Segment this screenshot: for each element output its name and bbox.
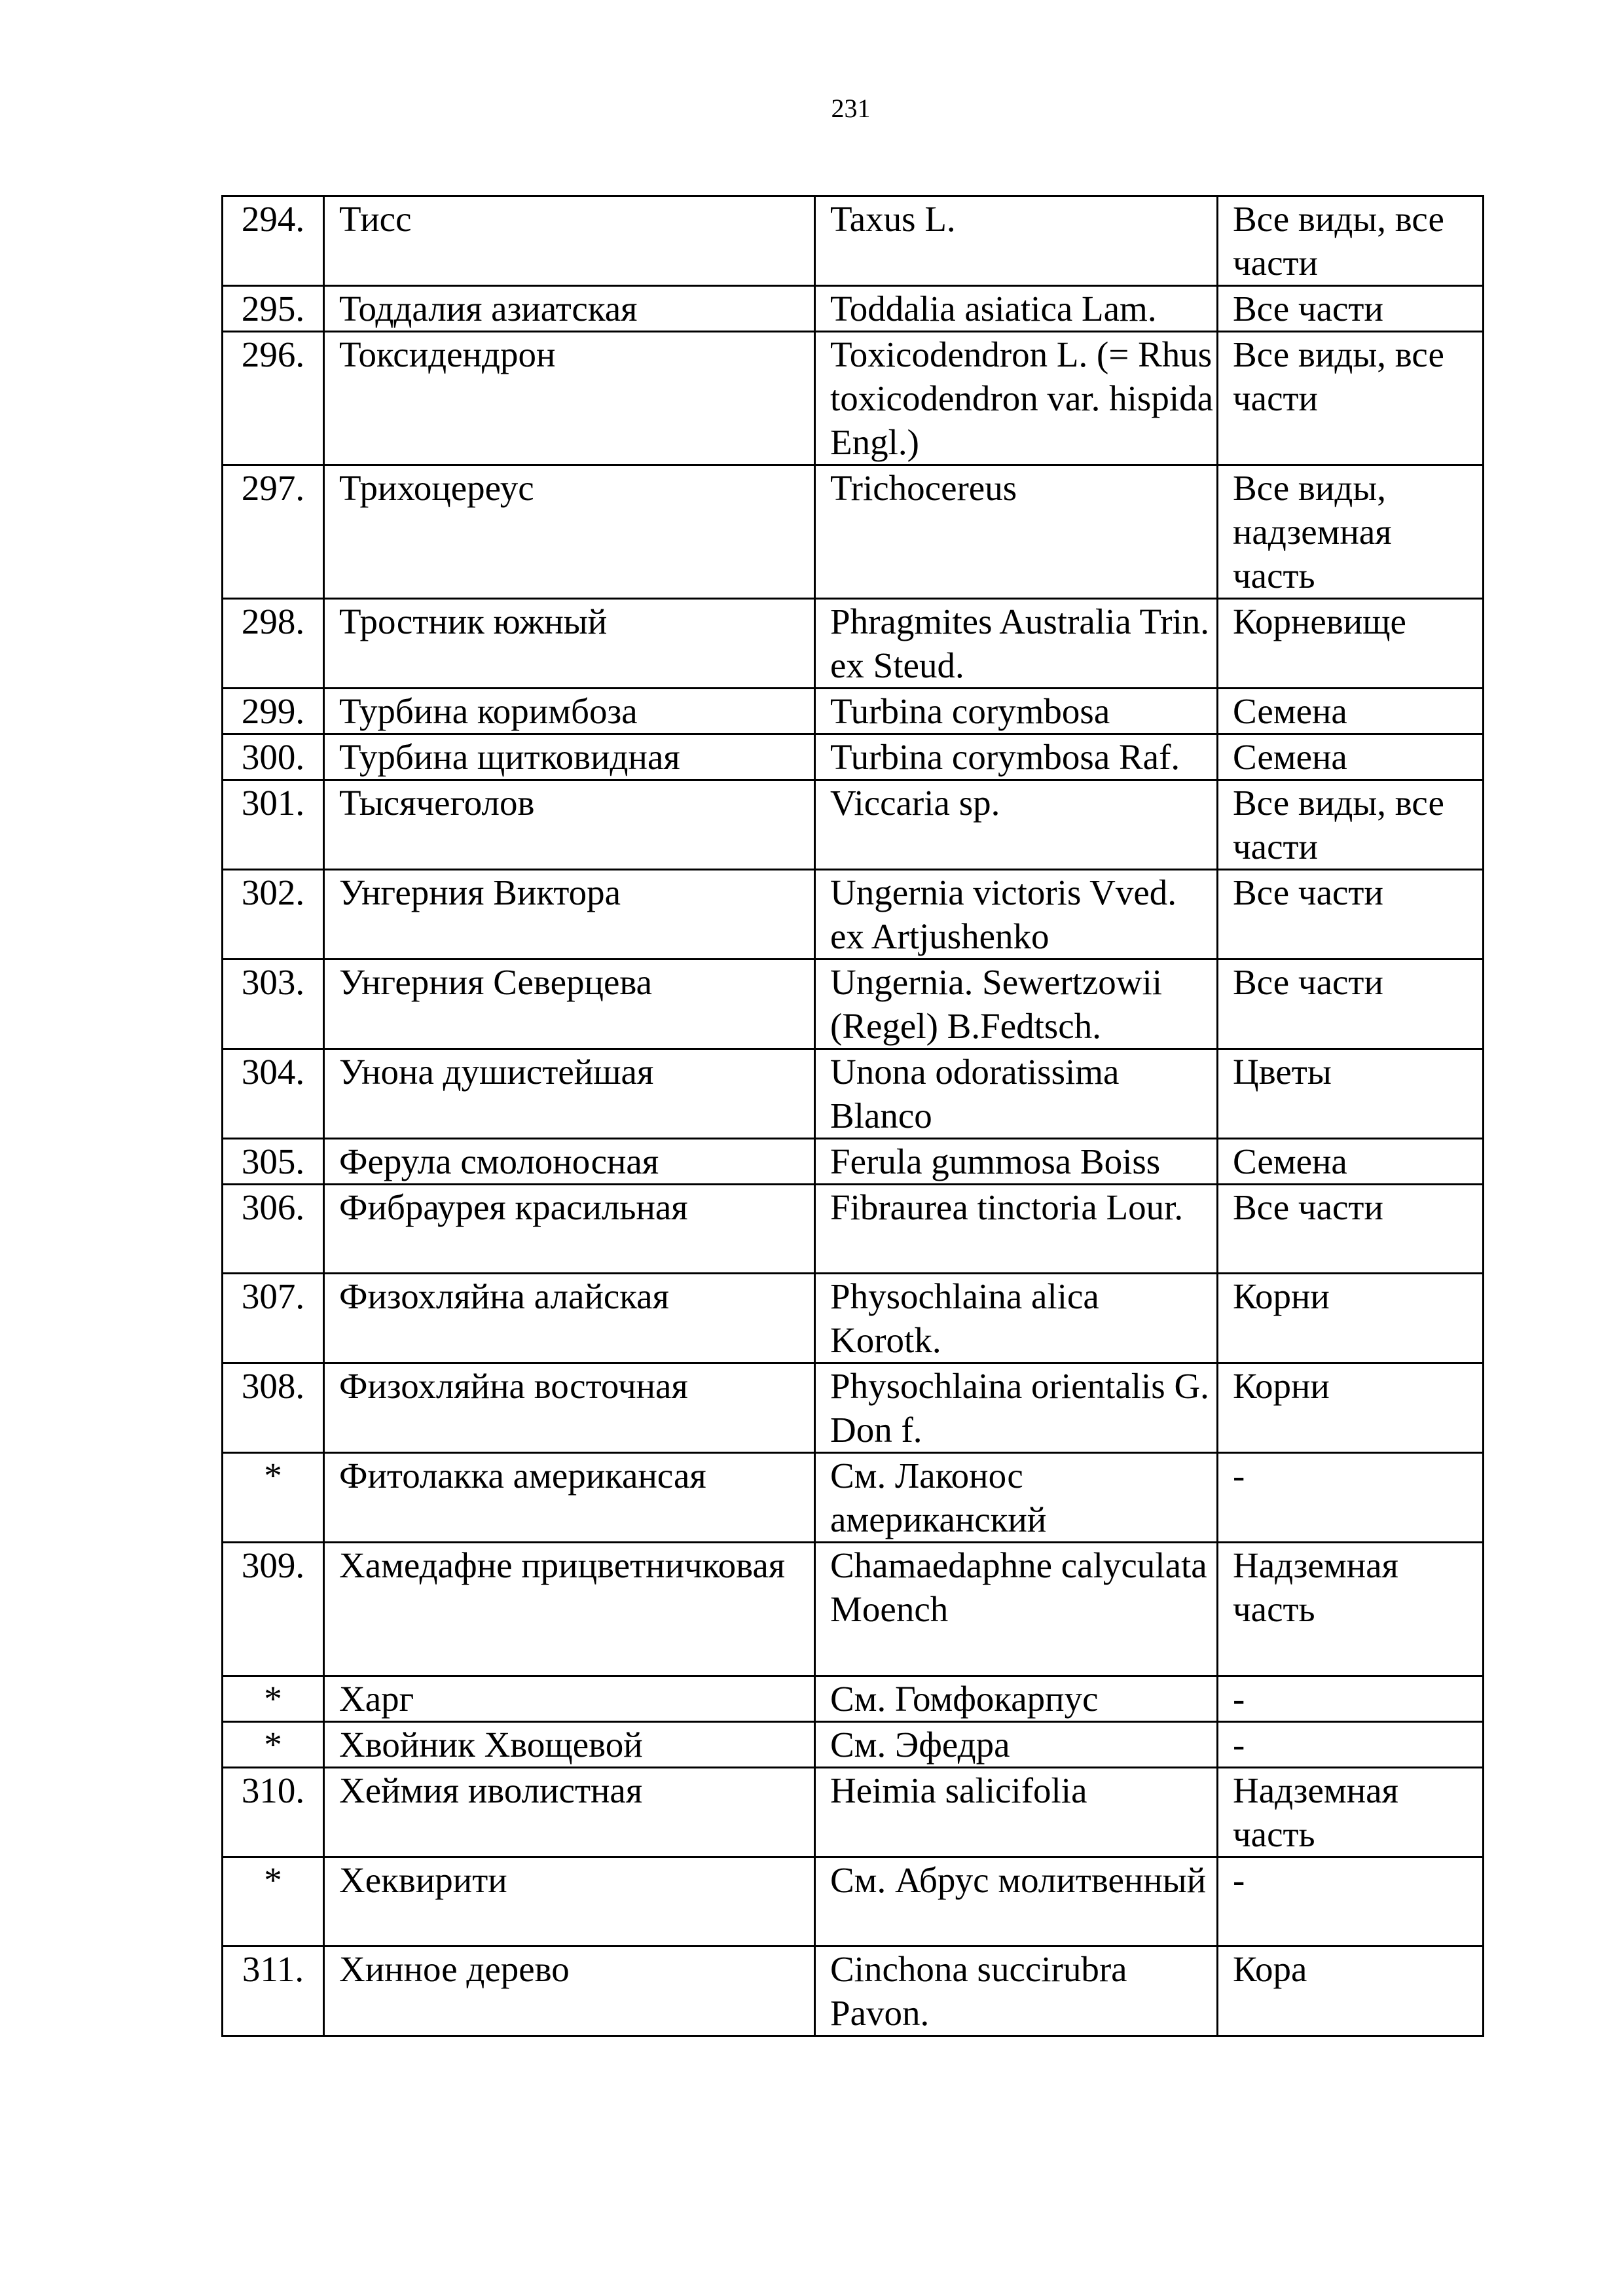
table-row	[223, 332, 1484, 465]
row-number: *	[223, 1453, 324, 1543]
plant-part: Семена	[1218, 1139, 1484, 1185]
latin-name: Taxus L.	[815, 196, 1218, 286]
table-row	[223, 286, 1484, 332]
plant-part: Все виды, надземная часть	[1218, 465, 1484, 599]
table-row	[223, 1722, 1484, 1768]
latin-name: Toddalia asiatica Lam.	[815, 286, 1218, 332]
table-row	[223, 1543, 1484, 1676]
row-number: 304.	[223, 1049, 324, 1139]
russian-name: Хинное дерево	[324, 1946, 815, 2036]
latin-name: Chamaedaphne calyculata Moench	[815, 1543, 1218, 1676]
plant-part: -	[1218, 1453, 1484, 1543]
plant-part: Корни	[1218, 1274, 1484, 1363]
row-number: 300.	[223, 734, 324, 780]
russian-name: Хамедафне прицветничковая	[324, 1543, 815, 1676]
table-row	[223, 870, 1484, 960]
table-row	[223, 1139, 1484, 1185]
plant-part: -	[1218, 1676, 1484, 1722]
russian-name: Турбина коримбоза	[324, 689, 815, 734]
latin-name: Phragmites Australia Trin. ex Steud.	[815, 599, 1218, 689]
russian-name: Физохляйна восточная	[324, 1363, 815, 1453]
latin-name: Physochlaina orientalis G. Don f.	[815, 1363, 1218, 1453]
plant-part: Корневище	[1218, 599, 1484, 689]
latin-name: Ungernia victoris Vved. ex Artjushenko	[815, 870, 1218, 960]
plant-part: Все части	[1218, 870, 1484, 960]
latin-name: Cinchona succirubra Pavon.	[815, 1946, 1218, 2036]
russian-name: Тисс	[324, 196, 815, 286]
row-number: *	[223, 1676, 324, 1722]
russian-name: Унгерния Северцева	[324, 960, 815, 1049]
plant-part: -	[1218, 1722, 1484, 1768]
russian-name: Фитолакка американсая	[324, 1453, 815, 1543]
latin-name: Turbina corymbosa	[815, 689, 1218, 734]
table-row	[223, 1676, 1484, 1722]
latin-name: См. Лаконос американский	[815, 1453, 1218, 1543]
plant-part: Все виды, все части	[1218, 332, 1484, 465]
plant-part: -	[1218, 1857, 1484, 1946]
plant-part: Цветы	[1218, 1049, 1484, 1139]
row-number: 301.	[223, 780, 324, 870]
row-number: 298.	[223, 599, 324, 689]
row-number: 296.	[223, 332, 324, 465]
row-number: 309.	[223, 1543, 324, 1676]
table-row	[223, 196, 1484, 286]
russian-name: Физохляйна алайская	[324, 1274, 815, 1363]
latin-name: См. Гомфокарпус	[815, 1676, 1218, 1722]
row-number: 305.	[223, 1139, 324, 1185]
row-number: 295.	[223, 286, 324, 332]
russian-name: Унгерния Виктора	[324, 870, 815, 960]
russian-name: Харг	[324, 1676, 815, 1722]
table-row	[223, 1049, 1484, 1139]
row-number: 302.	[223, 870, 324, 960]
russian-name: Фибраурея красильная	[324, 1185, 815, 1274]
plant-part: Кора	[1218, 1946, 1484, 2036]
table-row	[223, 1946, 1484, 2036]
row-number: 303.	[223, 960, 324, 1049]
russian-name: Ферула смолоносная	[324, 1139, 815, 1185]
table-row	[223, 465, 1484, 599]
plant-part: Все виды, все части	[1218, 196, 1484, 286]
row-number: 307.	[223, 1274, 324, 1363]
table-row	[223, 780, 1484, 870]
table-row	[223, 1857, 1484, 1946]
plant-part: Все части	[1218, 1185, 1484, 1274]
plant-part: Надземная часть	[1218, 1543, 1484, 1676]
russian-name: Трихоцереус	[324, 465, 815, 599]
plant-part: Надземная часть	[1218, 1768, 1484, 1857]
row-number: 297.	[223, 465, 324, 599]
row-number: *	[223, 1722, 324, 1768]
russian-name: Унона душистейшая	[324, 1049, 815, 1139]
latin-name: Ferula gummosa Boiss	[815, 1139, 1218, 1185]
russian-name: Тростник южный	[324, 599, 815, 689]
plant-part: Все части	[1218, 286, 1484, 332]
row-number: 308.	[223, 1363, 324, 1453]
latin-name: Trichocereus	[815, 465, 1218, 599]
table-row	[223, 1453, 1484, 1543]
row-number: 294.	[223, 196, 324, 286]
latin-name: Unona odoratissima Blanco	[815, 1049, 1218, 1139]
table-row	[223, 1185, 1484, 1274]
russian-name: Тоддалия азиатская	[324, 286, 815, 332]
table-row	[223, 599, 1484, 689]
russian-name: Турбина щитковидная	[324, 734, 815, 780]
latin-name: Ungernia. Sewertzowii (Regel) B.Fedtsch.	[815, 960, 1218, 1049]
table-row	[223, 689, 1484, 734]
russian-name: Хвойник Хвощевой	[324, 1722, 815, 1768]
row-number: 310.	[223, 1768, 324, 1857]
row-number: 311.	[223, 1946, 324, 2036]
russian-name: Хеймия иволистная	[324, 1768, 815, 1857]
table-row	[223, 1274, 1484, 1363]
table-row	[223, 1768, 1484, 1857]
latin-name: Heimia salicifolia	[815, 1768, 1218, 1857]
plants-table	[221, 195, 1484, 2037]
row-number: *	[223, 1857, 324, 1946]
russian-name: Тысячеголов	[324, 780, 815, 870]
latin-name: Fibraurea tinctoria Lour.	[815, 1185, 1218, 1274]
plant-part: Семена	[1218, 689, 1484, 734]
plant-part: Все виды, все части	[1218, 780, 1484, 870]
plant-part: Корни	[1218, 1363, 1484, 1453]
table-row	[223, 1363, 1484, 1453]
table-row	[223, 734, 1484, 780]
latin-name: Toxicodendron L. (= Rhus toxicodendron var. hispida Engl.)	[815, 332, 1218, 465]
page-number: 231	[831, 94, 871, 123]
latin-name: См. Абрус молитвенный	[815, 1857, 1218, 1946]
latin-name: Viccaria sp.	[815, 780, 1218, 870]
russian-name: Токсидендрон	[324, 332, 815, 465]
latin-name: Physochlaina alica Korotk.	[815, 1274, 1218, 1363]
latin-name: Turbina corymbosa Raf.	[815, 734, 1218, 780]
row-number: 299.	[223, 689, 324, 734]
row-number: 306.	[223, 1185, 324, 1274]
plant-part: Все части	[1218, 960, 1484, 1049]
plant-part: Семена	[1218, 734, 1484, 780]
russian-name: Хеквирити	[324, 1857, 815, 1946]
latin-name: См. Эфедра	[815, 1722, 1218, 1768]
table-row	[223, 960, 1484, 1049]
